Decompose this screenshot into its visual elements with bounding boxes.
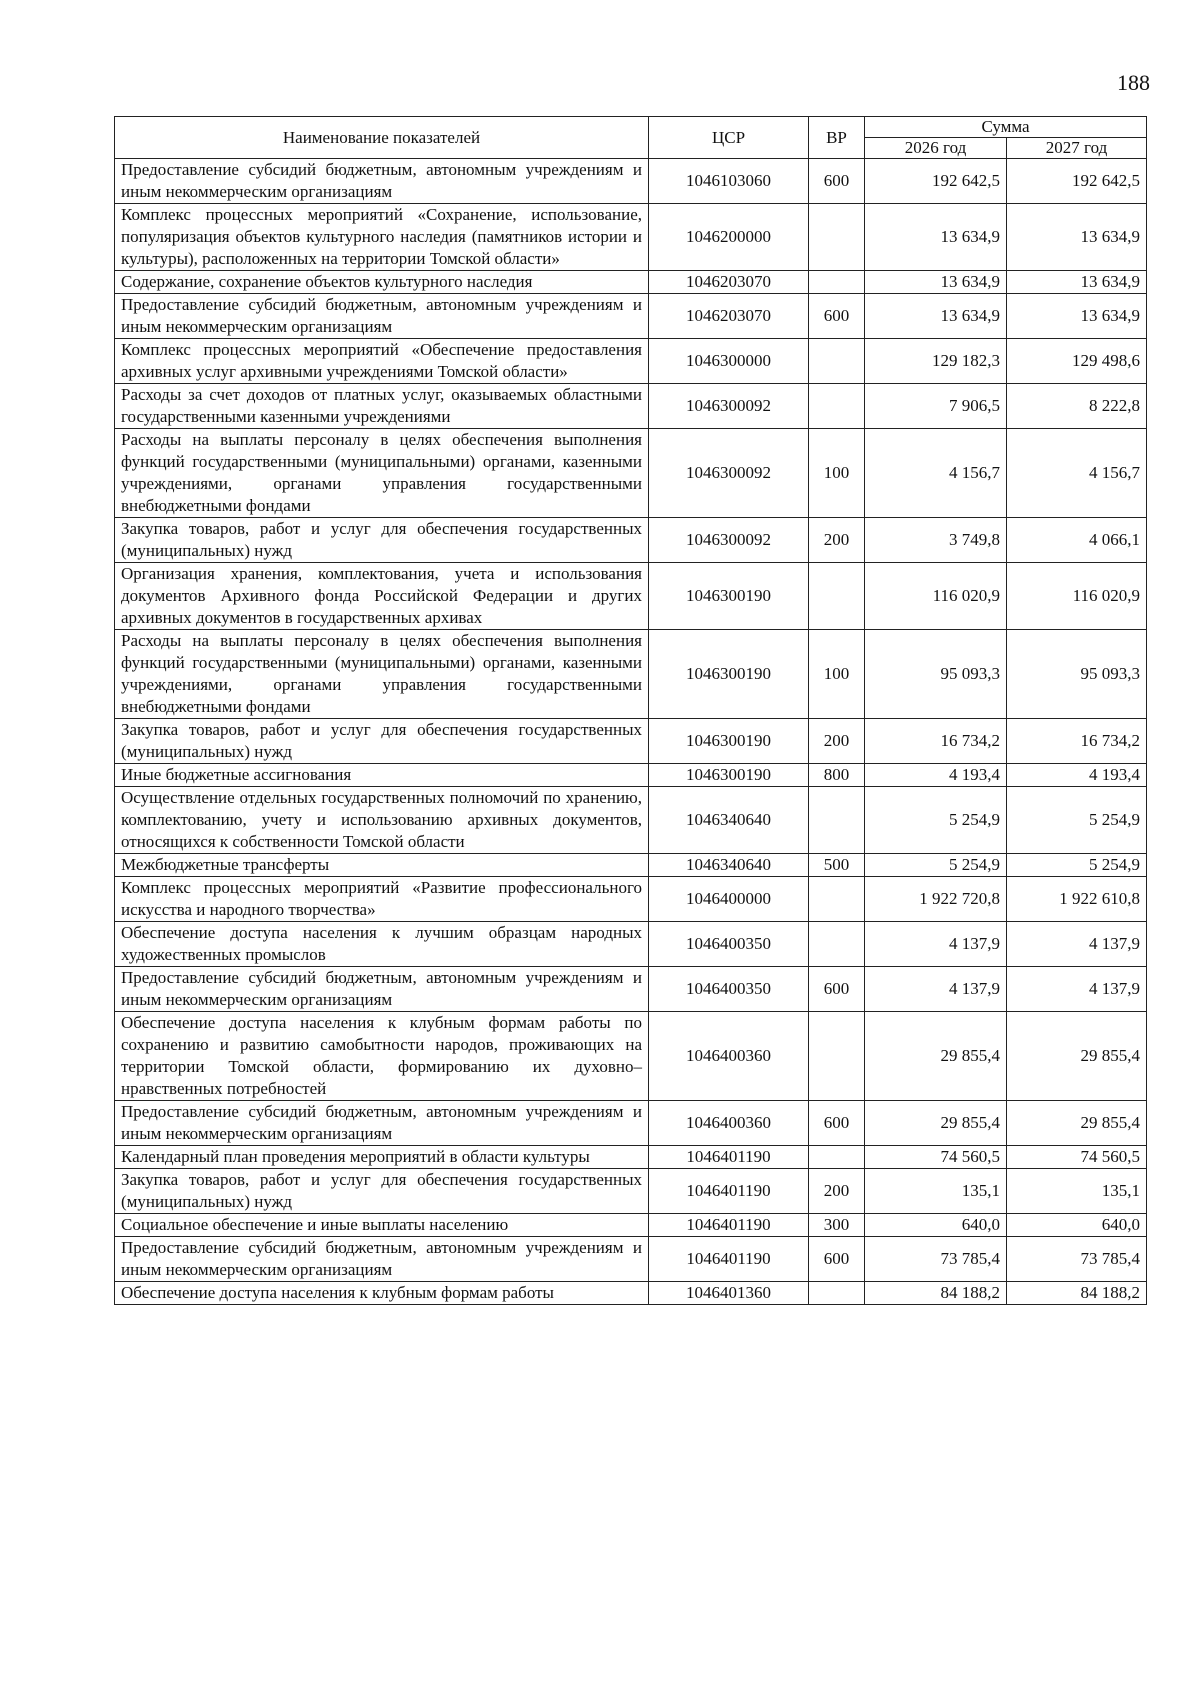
row-name-cell: Обеспечение доступа населения к клубным формам работы (115, 1282, 649, 1305)
row-amount-2026-cell: 3 749,8 (865, 518, 1007, 563)
row-amount-2026-cell: 95 093,3 (865, 630, 1007, 719)
row-csr-cell: 1046300092 (649, 429, 809, 518)
row-amount-2026-cell: 640,0 (865, 1214, 1007, 1237)
table-row (115, 877, 1147, 922)
row-vr-cell: 600 (809, 1237, 865, 1282)
row-amount-2027-cell: 4 137,9 (1007, 922, 1147, 967)
row-vr-cell: 200 (809, 1169, 865, 1214)
row-amount-2027-cell: 74 560,5 (1007, 1146, 1147, 1169)
row-vr-cell: 100 (809, 630, 865, 719)
table-row (115, 1237, 1147, 1282)
row-amount-2027-cell: 13 634,9 (1007, 271, 1147, 294)
row-name-cell: Закупка товаров, работ и услуг для обеспечения государственных (муниципальных) нужд (115, 518, 649, 563)
row-amount-2026-cell: 4 137,9 (865, 922, 1007, 967)
row-vr-cell (809, 563, 865, 630)
row-csr-cell: 1046300190 (649, 630, 809, 719)
row-csr-cell: 1046300190 (649, 563, 809, 630)
row-amount-2027-cell: 4 156,7 (1007, 429, 1147, 518)
row-csr-cell: 1046401360 (649, 1282, 809, 1305)
table-row (115, 563, 1147, 630)
row-amount-2026-cell: 192 642,5 (865, 159, 1007, 204)
row-amount-2027-cell: 1 922 610,8 (1007, 877, 1147, 922)
table-row (115, 1214, 1147, 1237)
row-vr-cell (809, 204, 865, 271)
table-row (115, 787, 1147, 854)
table-row (115, 764, 1147, 787)
table-row (115, 518, 1147, 563)
row-amount-2027-cell: 16 734,2 (1007, 719, 1147, 764)
row-name-cell: Организация хранения, комплектования, учета и использования документов Архивного фонда Российской Федерации и других архивных документов в государственных архивах (115, 563, 649, 630)
row-vr-cell (809, 1146, 865, 1169)
row-csr-cell: 1046401190 (649, 1169, 809, 1214)
row-name-cell: Расходы за счет доходов от платных услуг, оказываемых областными государственными казенными учреждениями (115, 384, 649, 429)
row-amount-2026-cell: 13 634,9 (865, 294, 1007, 339)
row-amount-2026-cell: 16 734,2 (865, 719, 1007, 764)
row-amount-2027-cell: 13 634,9 (1007, 294, 1147, 339)
row-amount-2027-cell: 5 254,9 (1007, 787, 1147, 854)
row-name-cell: Предоставление субсидий бюджетным, автономным учреждениям и иным некоммерческим организациям (115, 294, 649, 339)
row-vr-cell (809, 877, 865, 922)
row-amount-2026-cell: 29 855,4 (865, 1101, 1007, 1146)
row-amount-2027-cell: 29 855,4 (1007, 1012, 1147, 1101)
row-name-cell: Комплекс процессных мероприятий «Развитие профессионального искусства и народного творчества» (115, 877, 649, 922)
row-csr-cell: 1046300000 (649, 339, 809, 384)
table-header (115, 117, 1147, 159)
row-vr-cell: 600 (809, 159, 865, 204)
row-csr-cell: 1046300190 (649, 719, 809, 764)
row-name-cell: Закупка товаров, работ и услуг для обеспечения государственных (муниципальных) нужд (115, 719, 649, 764)
row-csr-cell: 1046400350 (649, 967, 809, 1012)
table-row (115, 719, 1147, 764)
row-amount-2027-cell: 5 254,9 (1007, 854, 1147, 877)
header-csr: ЦСР (649, 117, 809, 159)
row-vr-cell: 100 (809, 429, 865, 518)
row-name-cell: Иные бюджетные ассигнования (115, 764, 649, 787)
row-name-cell: Комплекс процессных мероприятий «Обеспечение предоставления архивных услуг архивными учреждениями Томской области» (115, 339, 649, 384)
table-row (115, 204, 1147, 271)
table-row (115, 1146, 1147, 1169)
table-row (115, 159, 1147, 204)
row-csr-cell: 1046103060 (649, 159, 809, 204)
row-csr-cell: 1046401190 (649, 1146, 809, 1169)
row-csr-cell: 1046400360 (649, 1101, 809, 1146)
row-amount-2026-cell: 29 855,4 (865, 1012, 1007, 1101)
row-vr-cell (809, 339, 865, 384)
row-name-cell: Предоставление субсидий бюджетным, автономным учреждениям и иным некоммерческим организациям (115, 1237, 649, 1282)
row-name-cell: Комплекс процессных мероприятий «Сохранение, использование, популяризация объектов культурного наследия (памятников истории и культуры), расположенных на территории Томской области» (115, 204, 649, 271)
row-amount-2026-cell: 1 922 720,8 (865, 877, 1007, 922)
row-csr-cell: 1046300092 (649, 518, 809, 563)
row-vr-cell (809, 384, 865, 429)
header-name: Наименование показателей (115, 117, 649, 159)
table-row (115, 294, 1147, 339)
table-row (115, 1012, 1147, 1101)
row-vr-cell: 200 (809, 518, 865, 563)
table-row (115, 967, 1147, 1012)
row-amount-2026-cell: 4 137,9 (865, 967, 1007, 1012)
row-csr-cell: 1046200000 (649, 204, 809, 271)
row-csr-cell: 1046340640 (649, 787, 809, 854)
table-row (115, 339, 1147, 384)
table-row (115, 1282, 1147, 1305)
row-vr-cell: 300 (809, 1214, 865, 1237)
row-amount-2026-cell: 129 182,3 (865, 339, 1007, 384)
row-amount-2027-cell: 29 855,4 (1007, 1101, 1147, 1146)
row-amount-2027-cell: 13 634,9 (1007, 204, 1147, 271)
table-row (115, 384, 1147, 429)
table-row (115, 1101, 1147, 1146)
table-row (115, 271, 1147, 294)
row-amount-2027-cell: 129 498,6 (1007, 339, 1147, 384)
row-amount-2026-cell: 7 906,5 (865, 384, 1007, 429)
table-row (115, 854, 1147, 877)
row-vr-cell (809, 922, 865, 967)
table-row (115, 429, 1147, 518)
row-vr-cell: 200 (809, 719, 865, 764)
row-csr-cell: 1046300190 (649, 764, 809, 787)
row-csr-cell: 1046203070 (649, 271, 809, 294)
row-amount-2026-cell: 73 785,4 (865, 1237, 1007, 1282)
row-name-cell: Социальное обеспечение и иные выплаты населению (115, 1214, 649, 1237)
row-amount-2026-cell: 74 560,5 (865, 1146, 1007, 1169)
header-sum: Сумма (865, 117, 1147, 138)
row-csr-cell: 1046340640 (649, 854, 809, 877)
row-amount-2027-cell: 8 222,8 (1007, 384, 1147, 429)
row-amount-2027-cell: 192 642,5 (1007, 159, 1147, 204)
table-row (115, 630, 1147, 719)
row-amount-2026-cell: 13 634,9 (865, 271, 1007, 294)
row-amount-2026-cell: 135,1 (865, 1169, 1007, 1214)
row-amount-2027-cell: 73 785,4 (1007, 1237, 1147, 1282)
row-name-cell: Календарный план проведения мероприятий в области культуры (115, 1146, 649, 1169)
row-amount-2027-cell: 116 020,9 (1007, 563, 1147, 630)
row-amount-2027-cell: 4 193,4 (1007, 764, 1147, 787)
row-vr-cell (809, 1012, 865, 1101)
row-vr-cell: 600 (809, 294, 865, 339)
row-vr-cell: 800 (809, 764, 865, 787)
header-year-2027: 2027 год (1007, 138, 1147, 159)
row-name-cell: Обеспечение доступа населения к лучшим образцам народных художественных промыслов (115, 922, 649, 967)
row-vr-cell: 600 (809, 1101, 865, 1146)
header-year-2026: 2026 год (865, 138, 1007, 159)
row-name-cell: Расходы на выплаты персоналу в целях обеспечения выполнения функций государственными (муниципальными) органами, казенными учреждениями, органами управления государственными внебюджетными фондами (115, 429, 649, 518)
row-name-cell: Межбюджетные трансферты (115, 854, 649, 877)
row-csr-cell: 1046400000 (649, 877, 809, 922)
row-amount-2026-cell: 116 020,9 (865, 563, 1007, 630)
table-row (115, 1169, 1147, 1214)
header-vr: ВР (809, 117, 865, 159)
row-vr-cell (809, 271, 865, 294)
row-vr-cell: 500 (809, 854, 865, 877)
row-name-cell: Закупка товаров, работ и услуг для обеспечения государственных (муниципальных) нужд (115, 1169, 649, 1214)
row-amount-2027-cell: 84 188,2 (1007, 1282, 1147, 1305)
table-body (115, 159, 1147, 1305)
row-amount-2026-cell: 13 634,9 (865, 204, 1007, 271)
row-amount-2027-cell: 4 137,9 (1007, 967, 1147, 1012)
row-csr-cell: 1046401190 (649, 1237, 809, 1282)
row-vr-cell (809, 1282, 865, 1305)
row-amount-2026-cell: 84 188,2 (865, 1282, 1007, 1305)
row-csr-cell: 1046401190 (649, 1214, 809, 1237)
row-name-cell: Предоставление субсидий бюджетным, автономным учреждениям и иным некоммерческим организациям (115, 159, 649, 204)
row-name-cell: Осуществление отдельных государственных полномочий по хранению, комплектованию, учету и использованию архивных документов, относящихся к собственности Томской области (115, 787, 649, 854)
row-csr-cell: 1046400350 (649, 922, 809, 967)
row-amount-2026-cell: 5 254,9 (865, 787, 1007, 854)
row-vr-cell: 600 (809, 967, 865, 1012)
row-amount-2026-cell: 4 193,4 (865, 764, 1007, 787)
row-amount-2027-cell: 640,0 (1007, 1214, 1147, 1237)
row-csr-cell: 1046300092 (649, 384, 809, 429)
row-amount-2026-cell: 4 156,7 (865, 429, 1007, 518)
row-name-cell: Расходы на выплаты персоналу в целях обеспечения выполнения функций государственными (муниципальными) органами, казенными учреждениями, органами управления государственными внебюджетными фондами (115, 630, 649, 719)
row-name-cell: Предоставление субсидий бюджетным, автономным учреждениям и иным некоммерческим организациям (115, 1101, 649, 1146)
row-name-cell: Предоставление субсидий бюджетным, автономным учреждениям и иным некоммерческим организациям (115, 967, 649, 1012)
row-amount-2027-cell: 135,1 (1007, 1169, 1147, 1214)
row-vr-cell (809, 787, 865, 854)
budget-table (114, 116, 1147, 1305)
row-amount-2026-cell: 5 254,9 (865, 854, 1007, 877)
row-amount-2027-cell: 95 093,3 (1007, 630, 1147, 719)
row-name-cell: Содержание, сохранение объектов культурного наследия (115, 271, 649, 294)
page-number: 188 (1117, 70, 1150, 95)
table-row (115, 922, 1147, 967)
row-csr-cell: 1046400360 (649, 1012, 809, 1101)
row-amount-2027-cell: 4 066,1 (1007, 518, 1147, 563)
row-name-cell: Обеспечение доступа населения к клубным формам работы по сохранению и развитию самобытности народов, проживающих на территории Томской области, формированию их духовно–нравственных потребностей (115, 1012, 649, 1101)
row-csr-cell: 1046203070 (649, 294, 809, 339)
